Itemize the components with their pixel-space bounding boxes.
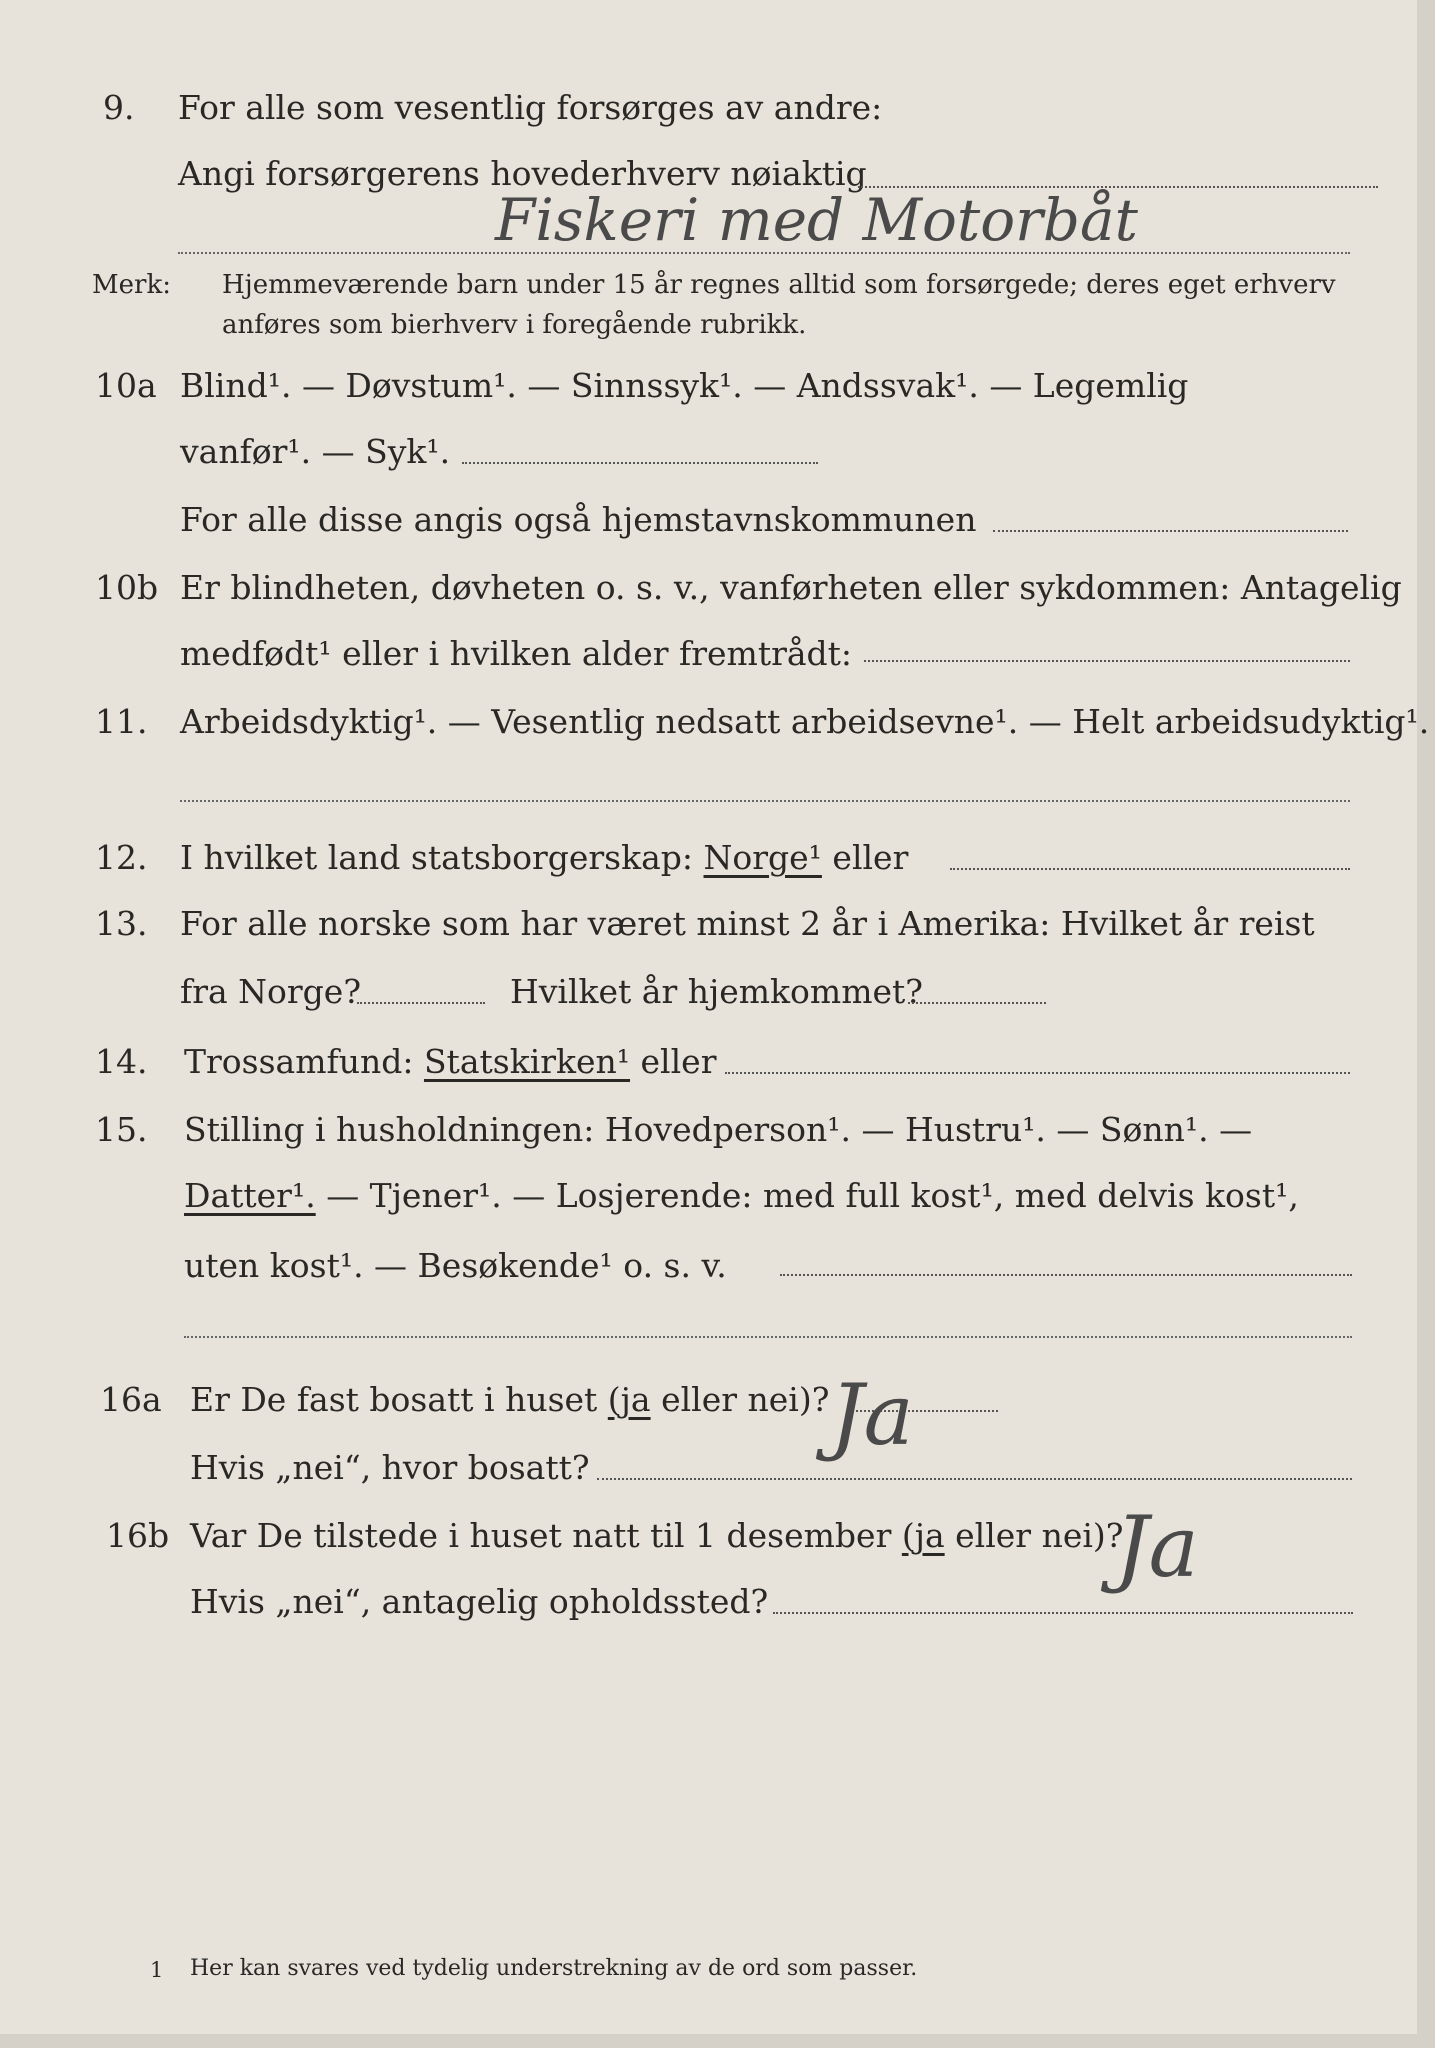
q10a-line3: For alle disse angis også hjemstavnskommunen (180, 500, 977, 539)
q13-line2a: fra Norge? (180, 972, 362, 1011)
q9-line2: Angi forsørgerens hovederhverv nøiaktig (178, 154, 867, 193)
q10b-line2: medfødt¹ eller i hvilken alder fremtrådt: (180, 634, 853, 673)
q12-eller: eller (832, 838, 909, 877)
merk-line1: Hjemmeværende barn under 15 år regnes alltid som forsørgede; deres eget erhverv (222, 270, 1336, 300)
q11-number: 11. (95, 702, 148, 741)
q16a-line1 (190, 1380, 829, 1420)
q14-dotted-line (725, 1072, 1350, 1074)
q10a-line1: Blind¹. — Døvstum¹. — Sinnssyk¹. — Andssvak¹. — Legemlig (180, 366, 1189, 405)
q10b-number: 10b (95, 568, 159, 607)
q15-dotted-line (780, 1274, 1352, 1276)
q11-answer-rule (180, 800, 1350, 802)
q16b-handwritten-answer: Ja (1115, 1498, 1199, 1596)
merk-label: Merk: (92, 270, 171, 300)
q11-line1: Arbeidsdyktig¹. — Vesentlig nedsatt arbeidsevne¹. — Helt arbeidsudyktig¹. (180, 702, 1430, 741)
merk-line2: anføres som bierhverv i foregående rubrikk. (222, 310, 807, 340)
q16a-question: Er De fast bosatt i huset (190, 1380, 598, 1419)
footnote-mark: 1 (150, 1958, 164, 1982)
q15-answer-rule (184, 1336, 1352, 1338)
q13-number: 13. (95, 904, 148, 943)
q15-line3: uten kost¹. — Besøkende¹ o. s. v. (184, 1246, 727, 1285)
q16b-option-ja: (ja (901, 1516, 945, 1555)
q15-line2-rest: — Tjener¹. — Losjerende: med full kost¹, med delvis kost¹, (326, 1176, 1299, 1215)
q12-number: 12. (95, 838, 148, 877)
q12-option-norge: Norge¹ (703, 838, 822, 877)
q15-line1: Stilling i husholdningen: Hovedperson¹. — Hustru¹. — Sønn¹. — (184, 1110, 1253, 1149)
q10a-line2: vanfør¹. — Syk¹. (180, 432, 451, 471)
q16b-number: 16b (106, 1516, 170, 1555)
q9-number: 9. (103, 88, 135, 127)
q10a-home-dotted-line (993, 530, 1348, 532)
q16b-line1 (190, 1516, 1123, 1556)
q16b-line2: Hvis „nei“, antagelig opholdssted? (190, 1582, 769, 1621)
q15-number: 15. (95, 1110, 148, 1149)
q15-option-datter: Datter¹. (184, 1176, 316, 1215)
q14-number: 14. (95, 1042, 148, 1081)
q16b-question-end: eller nei)? (955, 1516, 1124, 1555)
q9-line1: For alle som vesentlig forsørges av andre: (178, 88, 883, 127)
q10a-dotted-line (462, 462, 818, 464)
q13-year-left-dotted (357, 1002, 485, 1004)
q16a-handwritten-answer: Ja (830, 1366, 914, 1464)
q14-line (184, 1042, 716, 1082)
q16a-question-end: eller nei)? (661, 1380, 830, 1419)
q15-line2 (184, 1176, 1299, 1216)
q13-line2b: Hvilket år hjemkommet? (510, 972, 923, 1011)
q12-line (180, 838, 908, 878)
q10b-dotted-line (864, 660, 1350, 662)
q10b-line1: Er blindheten, døvheten o. s. v., vanførheten eller sykdommen: Antagelig (180, 568, 1402, 607)
q13-line1: For alle norske som har været minst 2 år i Amerika: Hvilket år reist (180, 904, 1315, 943)
q9-answer-rule (178, 252, 1350, 254)
page-edge-right (1417, 0, 1435, 2048)
q14-option-statskirken: Statskirken¹ (423, 1042, 631, 1081)
q9-handwritten-answer: Fiskeri med Motorbåt (495, 186, 1138, 254)
q14-eller: eller (640, 1042, 717, 1081)
q16a-line2: Hvis „nei“, hvor bosatt? (190, 1448, 590, 1487)
q12-dotted-line (950, 868, 1350, 870)
q14-label: Trossamfund: (184, 1042, 414, 1081)
page-edge-bottom (0, 2034, 1435, 2048)
q12-question: I hvilket land statsborgerskap: (180, 838, 694, 877)
q16a-number: 16a (100, 1380, 162, 1419)
q13-year-returned-dotted (908, 1002, 1046, 1004)
q10a-number: 10a (95, 366, 157, 405)
footnote-text: Her kan svares ved tydelig understrekning av de ord som passer. (190, 1956, 918, 1981)
q16b-where-dotted-line (773, 1612, 1353, 1614)
q16a-where-dotted-line (597, 1478, 1352, 1480)
q16b-question: Var De tilstede i huset natt til 1 desember (190, 1516, 892, 1555)
q16a-option-ja: (ja (607, 1380, 651, 1419)
